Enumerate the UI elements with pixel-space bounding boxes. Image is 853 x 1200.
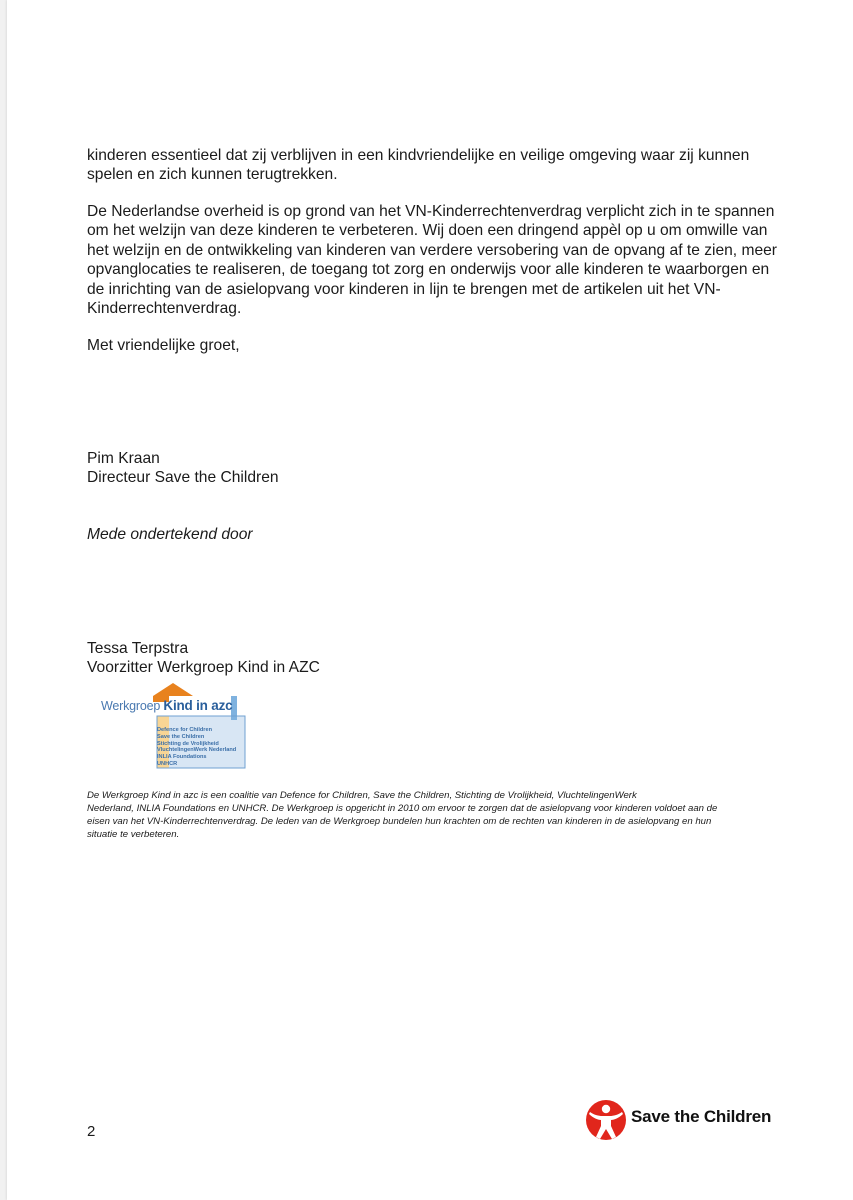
- werkgroep-wordmark: [101, 698, 232, 713]
- org-item: Save the Children: [157, 733, 205, 740]
- save-the-children-logo: [585, 1095, 795, 1143]
- text-line: Kinderrechtenverdrag.: [87, 300, 242, 318]
- werkgroep-kind-in-azc-logo: [91, 682, 261, 778]
- member-organisations-list: [157, 727, 236, 768]
- page-number: 2: [87, 1123, 96, 1140]
- signer-2: [87, 639, 787, 678]
- signer-2-name: Tessa Terpstra: [87, 640, 189, 657]
- text-line: spelen en zich kunnen terugtrekken.: [87, 166, 338, 184]
- org-item: Stichting de Vrolijkheid: [157, 740, 219, 747]
- text-line: opvanglocaties te realiseren, de toegang tot zorg en onderwijs voor alle kinderen te waarborgen en: [87, 261, 770, 279]
- coalition-footnote: [87, 789, 787, 841]
- werkgroep-word: Werkgroep: [101, 699, 161, 713]
- signer-1: [87, 449, 787, 488]
- text-line: de inrichting van de asielopvang voor kinderen in lijn te brengen met de artikelen uit het VN-: [87, 280, 721, 298]
- save-the-children-emblem-icon: [585, 1095, 629, 1143]
- text-line: om het welzijn van deze kinderen te verbeteren. Wij doen een dringend appèl op u om omwille van: [87, 222, 768, 240]
- text-line: De Nederlandse overheid is op grond van het VN-Kinderrechtenverdrag verplicht zich in te spannen: [87, 203, 775, 220]
- paragraph-2: [87, 202, 787, 318]
- org-item: VluchtelingenWerk Nederland: [157, 747, 237, 754]
- signer-1-title: Directeur Save the Children: [87, 469, 279, 487]
- closing-text: Met vriendelijke groet,: [87, 337, 240, 354]
- org-item: INLIA Foundations: [157, 754, 207, 761]
- cosigned-text: Mede ondertekend door: [87, 526, 253, 543]
- footnote-line: Nederland, INLIA Foundations en UNHCR. De Werkgroep is opgericht in 2010 om ervoor te zorgen dat de asielopvang voor kinderen voldoet aan de: [87, 803, 718, 814]
- closing-greeting: [87, 336, 787, 355]
- text-line: het welzijn en de ontwikkeling van kinderen van verdere versobering van de opvang af te zien, meer: [87, 241, 778, 259]
- text-line: kinderen essentieel dat zij verblijven in een kindvriendelijke en veilige omgeving waar zij kunnen: [87, 147, 750, 164]
- footnote-line: eisen van het VN-Kinderrechtenverdrag. De leden van de Werkgroep bundelen hun krachten om de rechten van kinderen in de asielopvang en hun: [87, 816, 712, 827]
- paragraph-1: [87, 146, 787, 185]
- signer-1-name: Pim Kraan: [87, 450, 160, 467]
- footnote-line: situatie te verbeteren.: [87, 829, 180, 840]
- org-item: UNHCR: [157, 760, 178, 767]
- letter-page: [7, 0, 853, 1200]
- footnote-line: De Werkgroep Kind in azc is een coalitie van Defence for Children, Save the Children, Stichting de Vrolijkheid, VluchtelingenWerk: [87, 790, 637, 801]
- signer-2-title: Voorzitter Werkgroep Kind in AZC: [87, 659, 320, 677]
- cosigned-note: [87, 525, 787, 544]
- kind-in-azc-word: Kind in azc: [163, 698, 233, 713]
- org-item: Defence for Children: [157, 727, 213, 733]
- save-the-children-wordmark: Save the Children: [631, 1107, 772, 1126]
